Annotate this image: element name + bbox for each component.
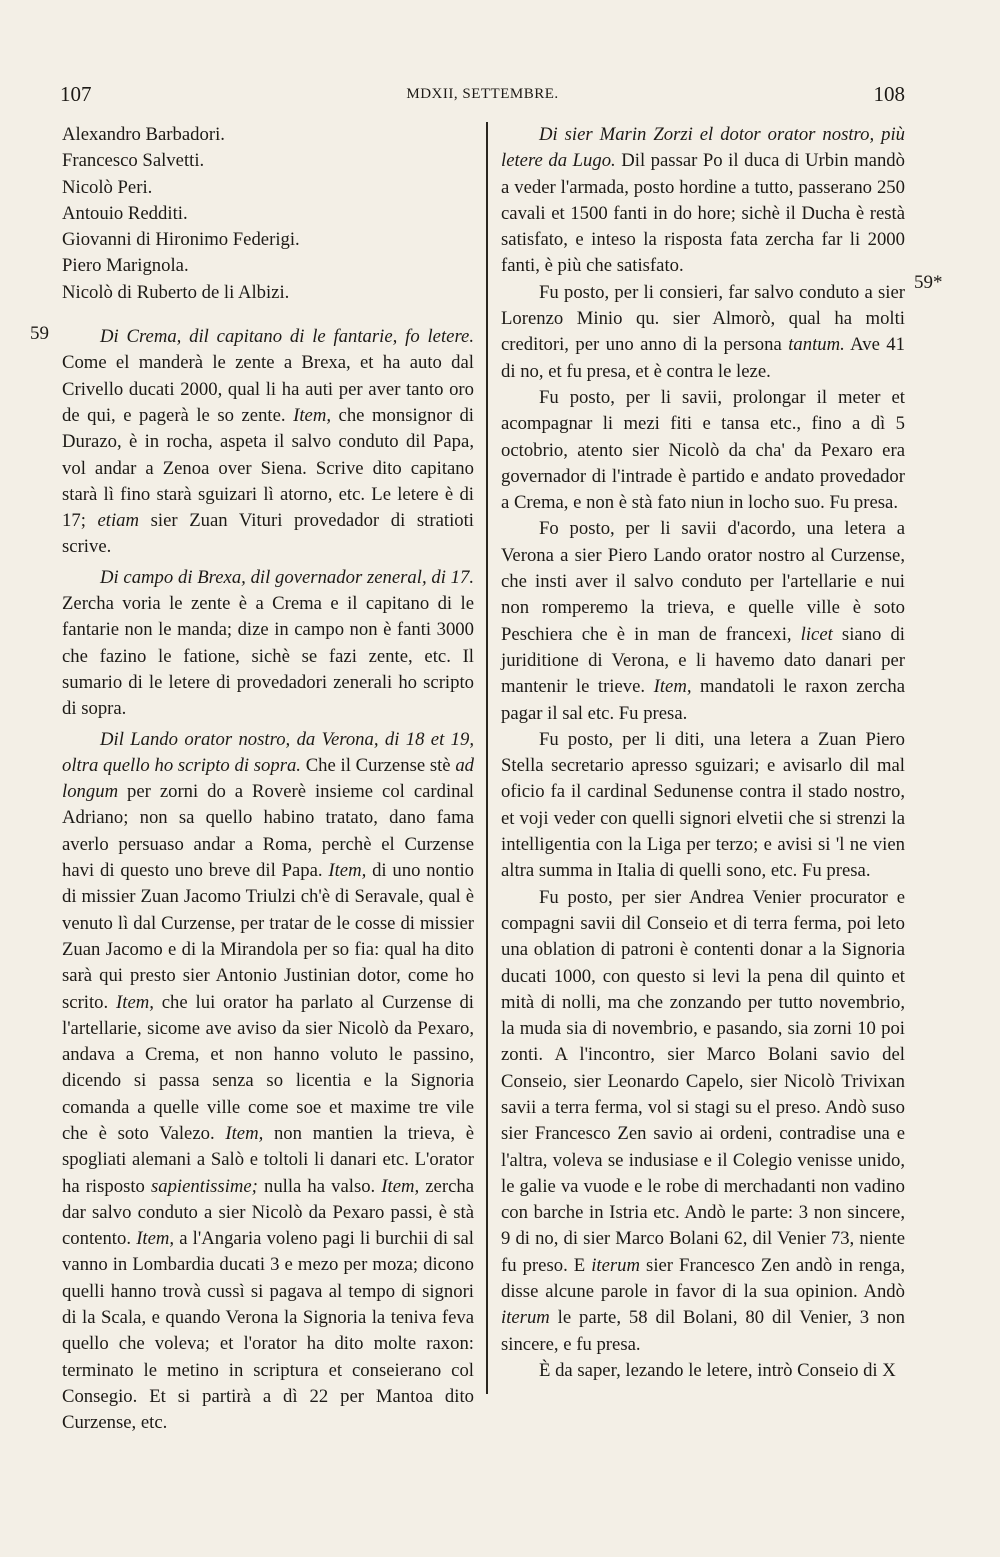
paragraph xyxy=(501,516,905,726)
name-line: Francesco Salvetti. xyxy=(62,150,205,172)
paragraph-text: Zercha voria le zente è a Crema e il capitano di le fantarie non le manda; dize in campo non è fanti 3000 che fazino le fatione, sichè se fazi zente, etc. Il sumario di le letere di provedadori zenerali ho scripto di sopra. xyxy=(62,593,474,720)
paragraph-text: Fo posto, per li savii d'acordo, una letera a Verona a sier Piero Lando orator nostro al Curzense, che insti aver il salvo conduto per l'artellarie e nui non romperemo la trieva, e quelle ville è soto Peschiera che è in man de francexi, xyxy=(501,518,905,645)
paragraph xyxy=(501,122,905,280)
paragraph-text: siano di juriditione di Verona, e li havemo dato danari per mantenir le trieve. xyxy=(501,623,905,698)
name-line: Nicolò Peri. xyxy=(62,176,153,198)
page-number-left: 107 xyxy=(60,82,92,106)
paragraph-text: di uno nontio di missier Zuan Jacomo Triulzi ch'è di Seravale, qual è venuto lì dal Curzense, per tratar de le cosse di missier Zuan Jacomo e di la Mirandola per so fia: qual ha dito sarà qui presto sier Antonio Justinian dotor, come ho scrito. xyxy=(62,860,474,1013)
italic-term: Item, xyxy=(116,991,154,1013)
paragraph-text: Fu posto, per li diti, una letera a Zuan Piero Stella secretario apresso sguizari; e avisarlo dil mal oficio fa il cardinal Sedunense contra il stado nostro, et voji veder con quelli signori elvetii che si strenzi la intelligentia con la Liga per terzo; e avisi si 'l ne vien altra summa in Italia di quelli sono, etc. Fu presa. xyxy=(501,728,905,882)
paragraph-text: Ave 41 di no, et fu presa, et è contra le leze. xyxy=(501,334,905,382)
paragraph-text: che monsignor di Durazo, è in rocha, aspeta il salvo conduto dil Papa, vol andar a Zenoa over Siena. Scrive dito capitano starà lì fino starà sguizari lì atorno, etc. Le letere è di 17; xyxy=(62,404,474,532)
italic-term: Item, xyxy=(381,1175,420,1197)
paragraph-text: Fu posto, per sier Andrea Venier procurator e compagni savii dil Conseio et di terra ferma, poi leto una oblation di patroni è contenti donar a la Signoria ducati 1000, con questo si levi la pena dil quinto et mità di nolli, ma che zonzando per tutto novembrio, la muda sia di novembrio, e pasando, sia zorni 10 poi zonti. A l'incontro, sier Marco Bolani savio del Conseio, sier Leonardo Capelo, sier Nicolò Trivixan savii a terra ferma, vol si stagi su el preso. Andò suso sier Francesco Zen savio ai ordeni, contradise una e l'altra, voleva se indusiase e il Colegio venisse unido, le galie va vuode e le robe di merchadanti non vadino con barche in Istria etc. Andò le parte: 3 non sincere, 9 di no, di sier Marco Bolani 62, dil Venier 73, niente fu preso. E xyxy=(501,886,905,1276)
italic-term: Item, xyxy=(225,1122,264,1144)
italic-term: iterum xyxy=(501,1307,550,1329)
name-line: Alexandro Barbadori. xyxy=(62,124,225,145)
paragraph-text: È da saper, lezando le letere, intrò Conseio di X xyxy=(539,1359,896,1381)
left-column xyxy=(62,122,474,1437)
name-line: Nicolò di Ruberto de li Albizi. xyxy=(62,281,290,303)
paragraph-heading: Dil Lando orator nostro, da Verona, di 18 et 19, oltra quello ho scripto di sopra. xyxy=(62,728,474,776)
paragraph-text: sier Francesco Zen andò in renga, disse alcune parole in favor di la sua opinion. Andò xyxy=(501,1254,905,1303)
margin-number-right: 59* xyxy=(914,272,943,293)
paragraph-text: che lui orator ha parlato al Curzense di l'artellarie, sicome ave aviso da sier Nicolò da Pexaro, andava a Crema, et non hanno voluto le passino, dicendo si passa senza so licentia e la Signoria comanda a quelle ville come soe et maxime tre vile che è soto Valezo. xyxy=(62,991,474,1144)
paragraph xyxy=(501,280,905,385)
italic-term: Item, xyxy=(293,404,332,426)
paragraph xyxy=(501,1358,905,1384)
paragraph-text: per zorni do a Roverè insieme col cardinal Adriano; non sa quello habino tratato, dano fama averlo persuaso andar a Roma, perchè el Curzense havi di questo uno breve dil Papa. xyxy=(62,781,474,882)
italic-term: Item, xyxy=(328,860,367,882)
column-divider xyxy=(486,122,488,1394)
italic-term: ad longum xyxy=(62,754,474,803)
italic-term: licet xyxy=(800,623,833,645)
right-column xyxy=(501,122,905,1384)
page-number-right: 108 xyxy=(873,82,905,106)
name-line: Antouio Redditi. xyxy=(62,202,188,224)
paragraph-text: a l'Angaria voleno pagi li burchii di sal vanno in Lombardia ducati 3 e mezo per moza; dicono quelli hanno trovà cussì si pagava al tempo di signori di la Scala, e quando Verona la Signoria la teniva feva quello che voleva; et l'orator ha dito molte raxon: terminato le metino in scriptura et conseierano col Consegio. Et si partirà a dì 22 per Mantoa dito Curzense, etc. xyxy=(62,1228,475,1434)
paragraph-text: mandatoli le raxon zercha pagar il sal etc. Fu presa. xyxy=(501,676,905,724)
paragraph-text: Che il Curzense stè xyxy=(300,754,456,776)
name-line: Giovanni di Hironimo Federigi. xyxy=(62,229,300,251)
italic-term: Item, xyxy=(136,1228,175,1250)
paragraph-text: Dil passar Po il duca di Urbin mandò a veder l'armada, posto hordine a tutto, passerano 250 cavali et 1500 fanti in do hore; sichè il Ducha è restà satisfato, e inteso la risposta fata zercha far li 2000 fanti, è più che satisfato. xyxy=(501,150,905,277)
italic-term: Item, xyxy=(653,676,692,698)
italic-term: iterum xyxy=(591,1254,641,1276)
paragraph xyxy=(62,324,474,561)
italic-term: etiam xyxy=(97,510,140,532)
paragraph-text: Come el manderà le zente a Brexa, et ha auto dal Crivello ducati 2000, qual li ha auti per aver tanto oro de qui, e pagerà le so zente. xyxy=(62,352,474,426)
paragraph xyxy=(501,727,905,885)
running-title: MDXII, SETTEMBRE. xyxy=(406,86,559,102)
paragraph-text: zercha dar salvo conduto a sier Nicolò da Pexaro passi, è stà contento. xyxy=(62,1175,474,1250)
margin-number-left: 59 xyxy=(30,323,49,344)
paragraph-text: non mantien la trieva, è spogliati alemani a Salò e toltoli li danari etc. L'orator ha risposto xyxy=(62,1122,474,1197)
name-line: Piero Marignola. xyxy=(62,255,189,277)
paragraph-heading: Di campo di Brexa, dil governador zeneral, di 17. xyxy=(100,566,474,588)
page-header xyxy=(60,82,905,112)
paragraph xyxy=(501,385,905,516)
paragraph-heading: Di Crema, dil capitano di le fantarie, fo letere. xyxy=(100,326,474,348)
paragraph-heading: Di sier Marin Zorzi el dotor orator nostro, più letere da Lugo. xyxy=(501,124,905,172)
italic-term: sapientissime; xyxy=(150,1175,258,1197)
paragraph xyxy=(501,885,905,1358)
italic-term: tantum. xyxy=(788,334,845,356)
paragraph-text: nulla ha valso. xyxy=(257,1175,382,1197)
paragraph xyxy=(62,727,474,1437)
paragraph-text: Fu posto, per li consieri, far salvo conduto a sier Lorenzo Minio qu. sier Almorò, qual ha molti creditori, per uno anno di la persona xyxy=(501,281,905,356)
paragraph-text: sier Zuan Vituri provedador di stratioti scrive. xyxy=(62,510,474,558)
paragraph xyxy=(62,565,474,723)
paragraph-text: le parte, 58 dil Bolani, 80 dil Venier, 3 non sincere, e fu presa. xyxy=(501,1307,905,1355)
paragraph-text: Fu posto, per li savii, prolongar il meter et acompagnar li mezi fiti e tansa etc., fino a dì 5 octobrio, atento sier Nicolò da cha' da Pexaro era governador di l'intrade è partido e andato provedador a Crema, e non è stà fato niun in locho suo. Fu presa. xyxy=(501,386,905,514)
